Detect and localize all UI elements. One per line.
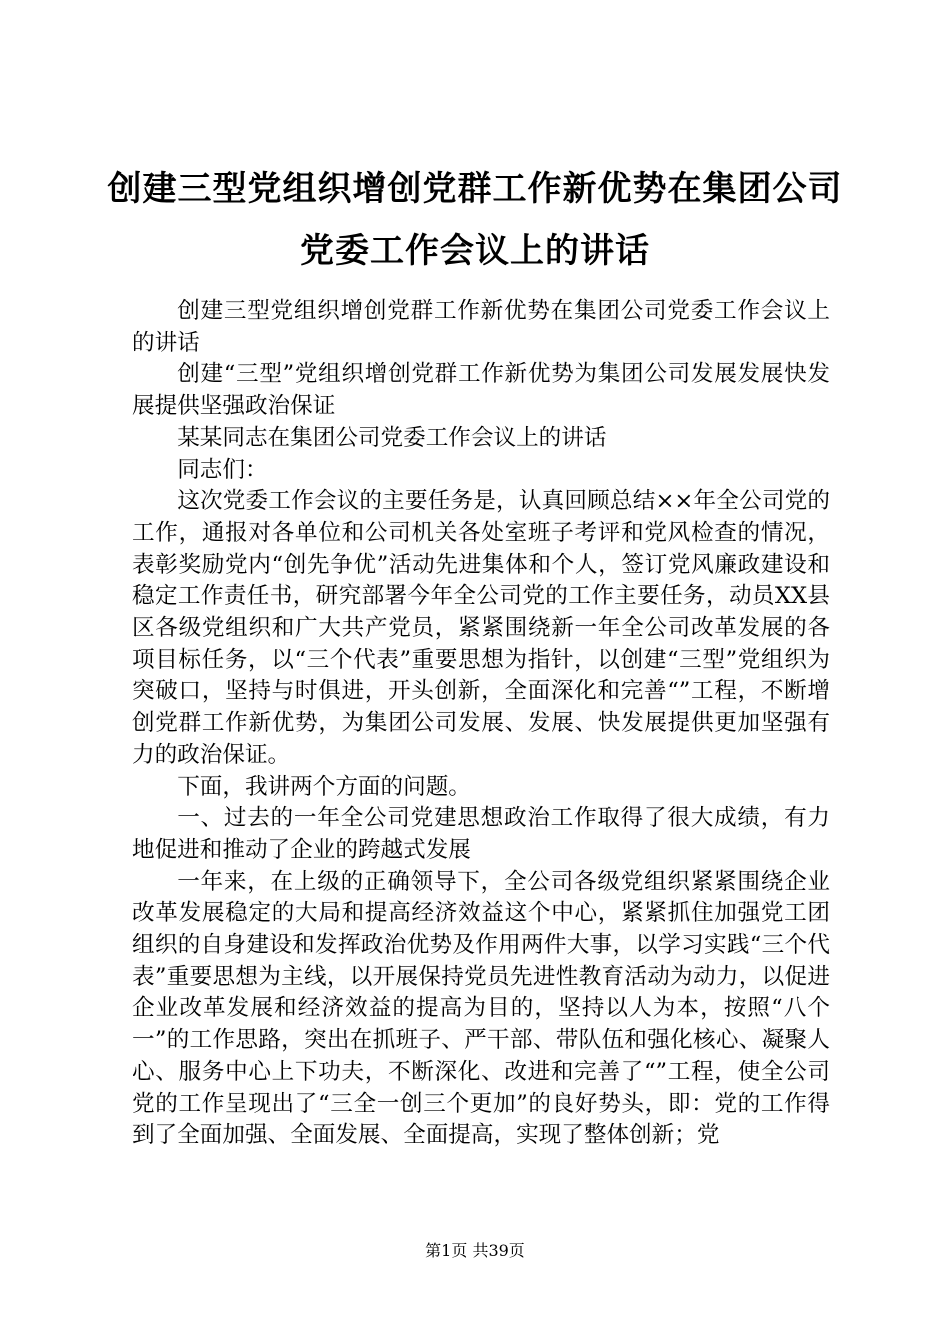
paragraph-speaker: 某某同志在集团公司党委工作会议上的讲话: [177, 424, 607, 451]
paragraph-subtitle: 创建“三型”党组织增创党群工作新优势为集团公司发展发展快发展提供坚强政治保证: [132, 361, 830, 420]
paragraph-body: 这次党委工作会议的主要任务是，认真回顾总结××年全公司党的工作，通报对各单位和公司机关各处室班子考评和党风检查的情况，表彰奖励党内“创先争优”活动先进集体和个人，签订党风廉政建设和稳定工作责任书，研究部署今年全公司党的工作主要任务，动员XX县区各级党组织和广大共产党员，紧紧围绕新一年全公司改革发展的各项目标任务，以“三个代表”重要思想为指针，以创建“三型”党组织为突破口，坚持与时俱进，开头创新，全面深化和完善“”工程，不断增创党群工作新优势，为集团公司发展、发展、快发展提供更加坚强有力的政治保证。: [132, 488, 830, 768]
paragraph-heading-repeat: 创建三型党组织增创党群工作新优势在集团公司党委工作会议上的讲话: [132, 298, 830, 356]
document-body: [132, 296, 830, 1152]
paragraph-salutation: 同志们：: [177, 456, 268, 483]
page-footer: 第1页 共39页: [425, 1241, 525, 1260]
paragraph-body: 下面，我讲两个方面的问题。: [177, 773, 471, 800]
paragraph-section-heading: 一、过去的一年全公司党建思想政治工作取得了很大成绩，有力地促进和推动了企业的跨越式发展: [132, 805, 830, 863]
document-title: 创建三型党组织增创党群工作新优势在集团公司党委工作会议上的讲话: [107, 169, 843, 271]
paragraph-body: 一年来，在上级的正确领导下，全公司各级党组织紧紧围绕企业改革发展稳定的大局和提高经济效益这个中心，紧紧抓住加强党工团组织的自身建设和发挥政治优势及作用两件大事，以学习实践“三个代表”重要思想为主线，以开展保持党员先进性教育活动为动力，以促进企业改革发展和经济效益的提高为目的，坚持以人为本，按照“八个一”的工作思路，突出在抓班子、严干部、带队伍和强化核心、凝聚人心、服务中心上下功夫，不断深化、改进和完善了“”工程，使全公司党的工作呈现出了“三全一创三个更加”的良好势头，即：党的工作得到了全面加强、全面发展、全面提高，实现了整体创新；党: [132, 868, 830, 1149]
